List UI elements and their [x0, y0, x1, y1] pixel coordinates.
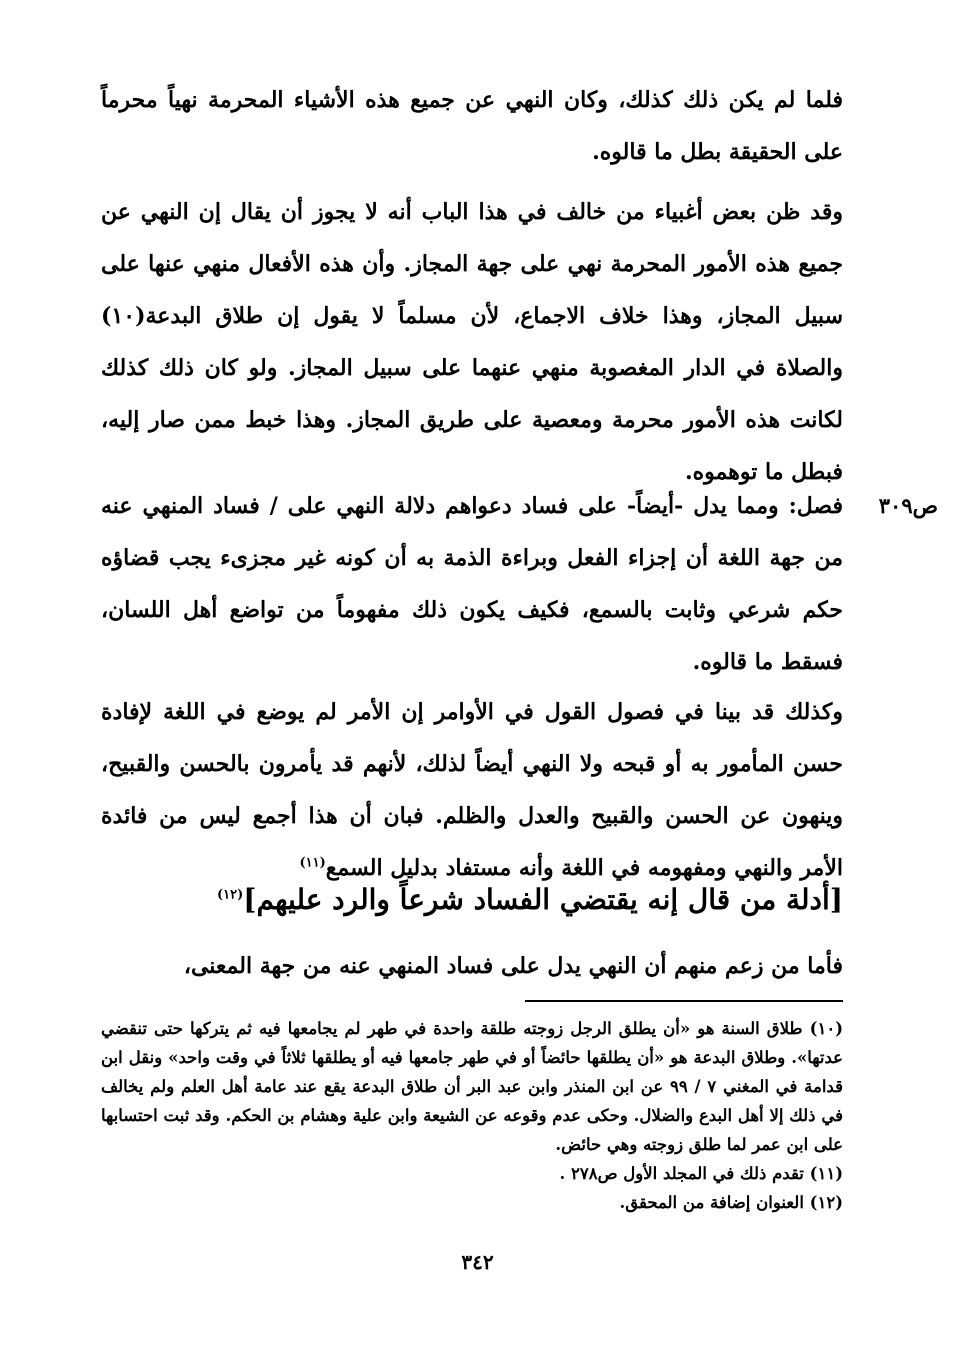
section-lead: فصل: [788, 493, 843, 519]
paragraph-1: فلما لم يكن ذلك كذلك، وكان النهي عن جميع هذه الأشياء المحرمة نهياً محرماً على الحقيقة بطل ما قالوه. [101, 87, 843, 165]
paragraph-4 [101, 686, 843, 894]
paragraph-3-text: ومما يدل -أيضاً- على فساد دعواهم دلالة النهي على / فساد المنهي عنه من جهة اللغة أن إجزاء الفعل وبراءة الذمة به أن كونه غير مجزىء يجب قضاؤه حكم شرعي وثابت بالسمع، فكيف يكون ذلك مفهوماً من تواضع أهل اللسان، فسقط ما قالوه. [101, 493, 843, 675]
footnote-10: (١٠) طلاق السنة هو «أن يطلق الرجل زوجته طلقة واحدة في طهر لم يجامعها فيه ثم يتركها حتى تنقضي عدتها». وطلاق البدعة هو «أن يطلقها حائضاً أو في طهر جامعها فيه أو يطلقها ثلاثاً في وقت واحد» ونقل ابن قدامة في المغني ٧ / ٩٩ عن ابن المنذر وابن عبد البر أن طلاق البدعة يقع عند عامة أهل العلم ولم يخالف في ذلك إلا أهل البدع والضلال. وحكى عدم وقوعه عن الشيعة وابن علية وهشام بن الحكم. وقد ثبت احتسابها على ابن عمر لما طلق زوجته وهي حائض. [101, 1019, 843, 1154]
paragraph-5: فأما من زعم منهم أن النهي يدل على فساد المنهي عنه من جهة المعنى، [183, 953, 843, 979]
page-number: ٣٤٢ [461, 1250, 494, 1274]
margin-page-reference: ص٣٠٩ [878, 493, 938, 518]
section-heading [101, 876, 843, 924]
paragraph-2: وقد ظن بعض أغبياء من خالف في هذا الباب أنه لا يجوز أن يقال إن النهي عن جميع هذه الأمور المحرمة نهي على جهة المجاز. وأن هذه الأفعال منهي عنها على سبيل المجاز، وهذا خلاف الاجماع، لأن مسلماً لا يقول إن طلاق البدعة(١٠) والصلاة في الدار المغصوبة منهي عنهما على سبيل المجاز. ولو كان ذلك كذلك لكانت هذه الأمور محرمة ومعصية على طريق المجاز. وهذا خبط ممن صار إليه، فبطل ما توهموه. [101, 199, 844, 485]
section-heading-text: [أدلة من قال إنه يقتضي الفساد شرعاً والرد عليهم] [243, 883, 843, 916]
paragraph-3 [101, 480, 843, 688]
footnote-12: (١٢) العنوان إضافة من المحقق. [619, 1193, 843, 1212]
footnote-ref-12: (١٢) [216, 887, 244, 903]
footnote-divider [525, 1000, 843, 1002]
footnote-11: (١١) تقدم ذلك في المجلد الأول ص٢٧٨ . [559, 1164, 843, 1183]
paragraph-4-text: وكذلك قد بينا في فصول القول في الأوامر إن الأمر لم يوضع في اللغة لإفادة حسن المأمور به أو قبحه ولا النهي أيضاً لذلك، لأنهم قد يأمرون بالحسن والقبيح، وينهون عن الحسن والقبيح والعدل والظلم. فبان أن هذا أجمع ليس من فائدة الأمر والنهي ومفهومه في اللغة وأنه مستفاد بدليل السمع [101, 699, 843, 881]
footnote-ref-11: (١١) [299, 855, 326, 871]
footnotes [101, 1014, 843, 1217]
